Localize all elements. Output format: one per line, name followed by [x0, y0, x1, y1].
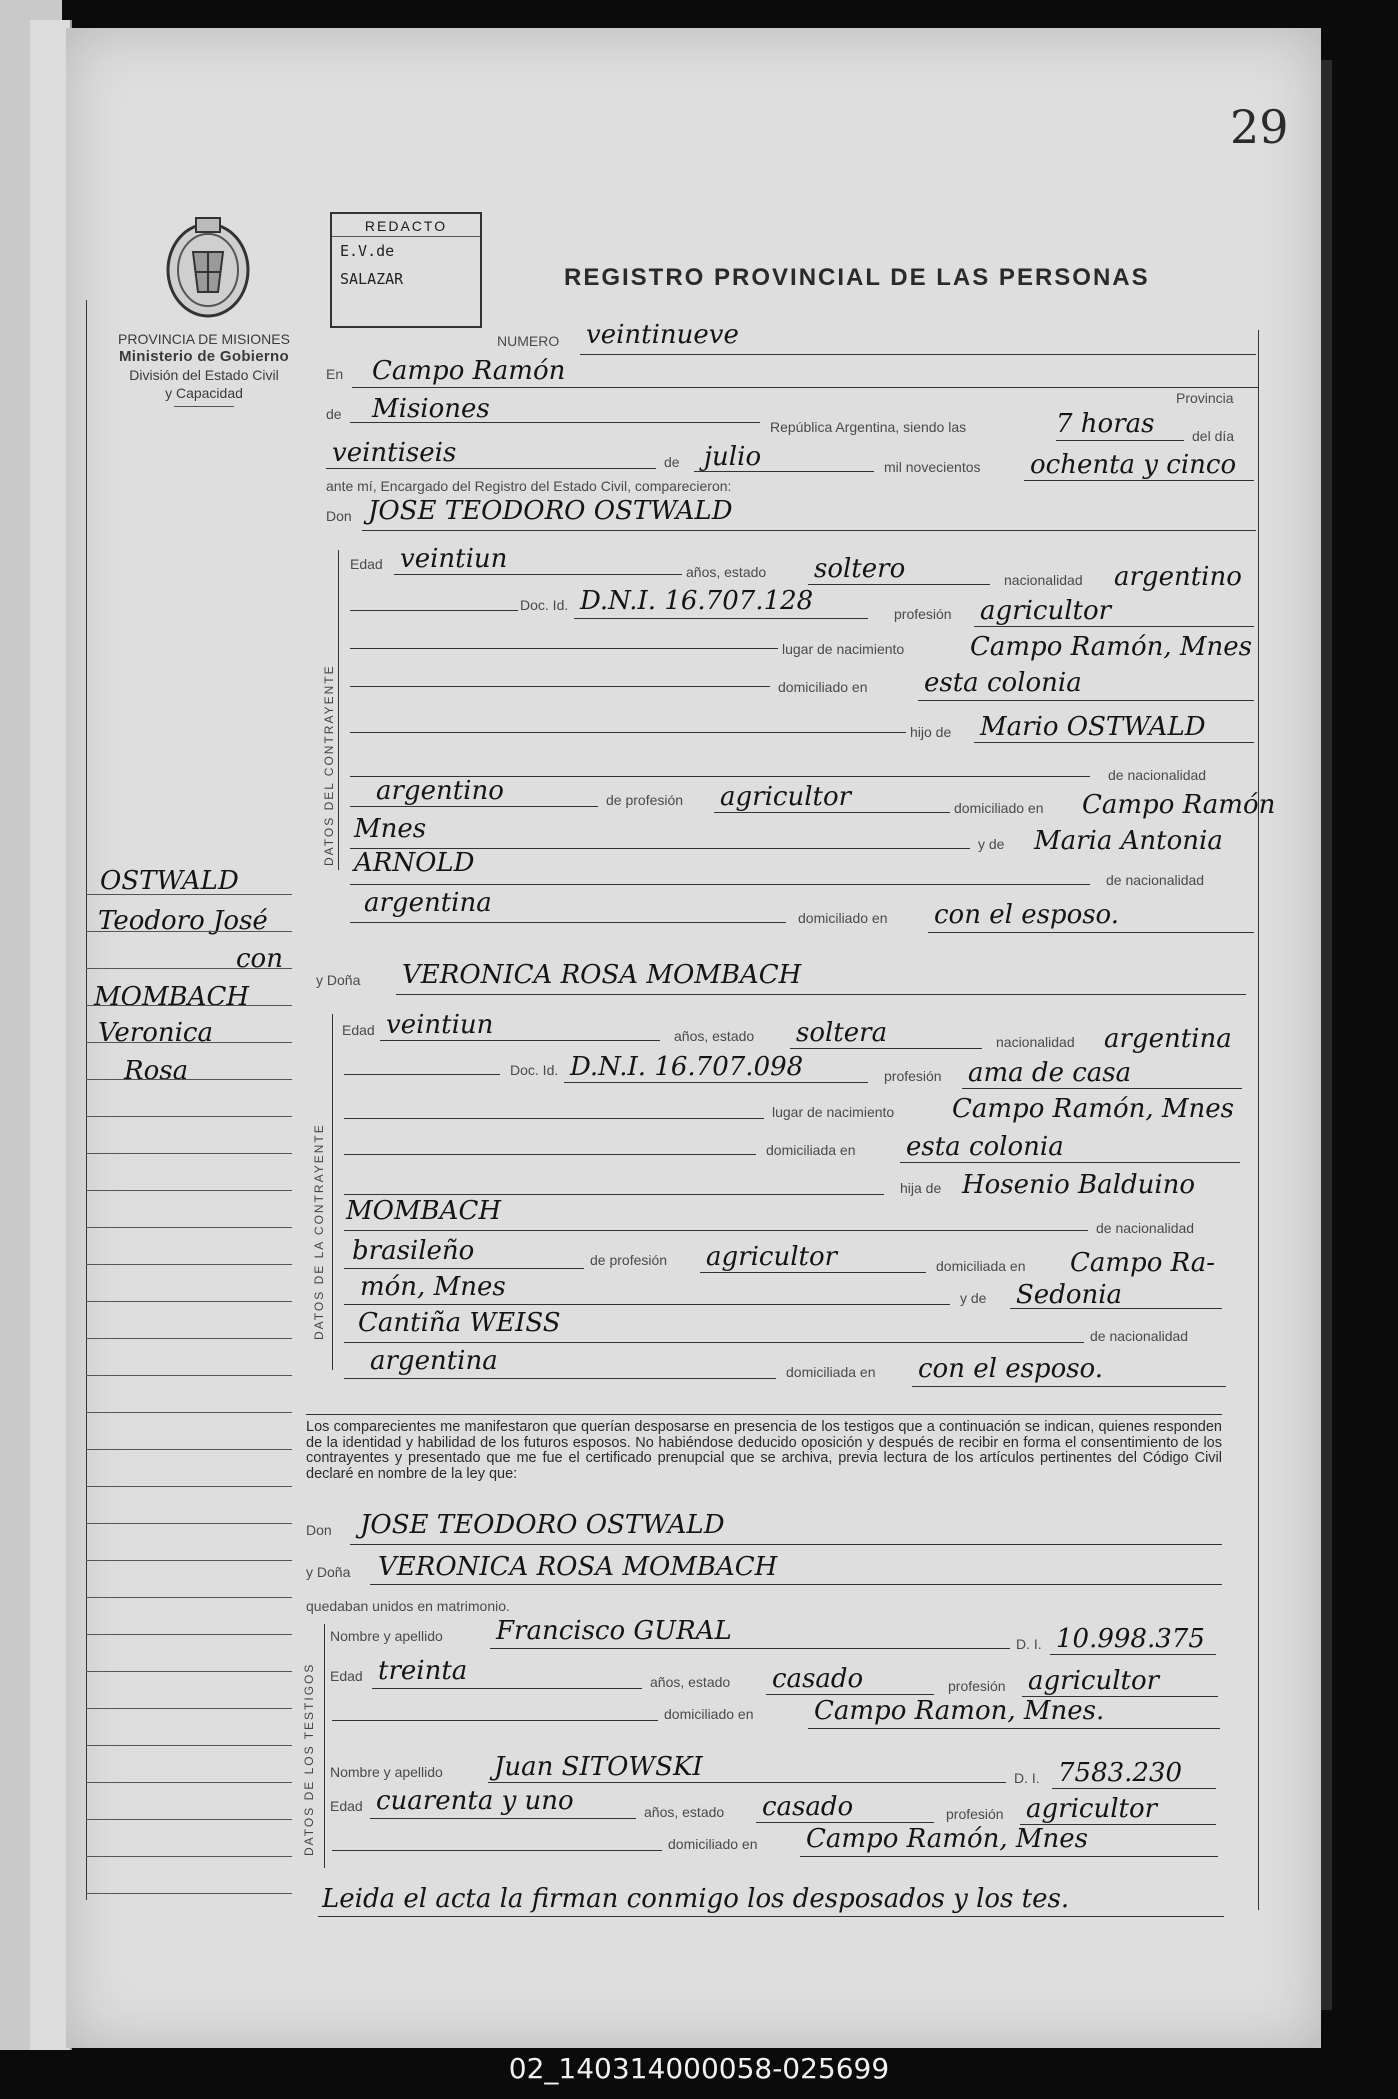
decl-dona-line [370, 1584, 1222, 1585]
groom-edad-label: Edad [350, 556, 383, 572]
provincia-value: Misiones [372, 394, 490, 424]
groom-nac-pre-line [350, 648, 778, 649]
bride-madre-cont: Cantiña WEISS [358, 1308, 561, 1338]
w1-nombre-line [490, 1648, 1010, 1649]
w1-edad: treinta [378, 1656, 468, 1686]
w2-estado-line [756, 1822, 934, 1823]
bride-dom-pre-line [344, 1154, 756, 1155]
bride-padre-nacionalidad: brasileño [352, 1236, 475, 1266]
groom-padre-domicilio-label: domiciliado en [954, 800, 1044, 816]
w2-edad-label: Edad [330, 1798, 363, 1814]
w2-profesion-label: profesión [946, 1806, 1004, 1822]
groom-profesion-line [974, 626, 1254, 627]
bride-madre-nacionalidad: argentina [370, 1346, 498, 1376]
hora-line [1056, 440, 1184, 441]
bride-padre-cont: MOMBACH [346, 1196, 502, 1226]
margin-rule-line [86, 1819, 292, 1820]
w2-nombre-line [488, 1782, 1006, 1783]
bride-doc-label: Doc. Id. [510, 1062, 559, 1078]
anio-value: ochenta y cinco [1030, 450, 1237, 480]
bride-madre-domicilio-line [912, 1386, 1226, 1387]
bride-lugar: Campo Ramón, Mnes [952, 1094, 1234, 1124]
margin-rule-line [86, 1449, 292, 1450]
ante-mi-label: ante mí, Encargado del Registro del Estado Civil, comparecieron: [326, 478, 732, 494]
margin-rule-line [86, 1745, 292, 1746]
w2-domicilio-label: domiciliado en [668, 1836, 758, 1852]
numero-line [580, 354, 1256, 355]
bride-estado-label: años, estado [674, 1028, 755, 1044]
quedaban-label: quedaban unidos en matrimonio. [306, 1598, 510, 1614]
declaration-text: Los comparecientes me manifestaron que querían desposarse en presencia de los testigos que a continuación se indican, quienes responden de la identidad y habilidad de los futuros esposos. No habiéndose deducido oposición y después de recibir en forma el consentimiento de los contrayentes y presentado que me fue el certificado prenupcial que se archiva, previa lectura de los artículos pertinentes del Código Civil declaré en nombre de la ley que: [306, 1419, 1222, 1482]
groom-hijo-pre-line [350, 732, 906, 733]
bride-padre-domicilio: Campo Ra- [1070, 1248, 1216, 1278]
don-label: Don [326, 508, 352, 524]
w1-domicilio: Campo Ramon, Mnes. [814, 1696, 1105, 1726]
w1-di: 10.998.375 [1056, 1624, 1205, 1654]
w2-edad: cuarenta y uno [376, 1786, 574, 1816]
groom-section-label: DATOS DEL CONTRAYENTE [322, 664, 336, 866]
margin-line-3: con [236, 944, 283, 974]
anio-line [1024, 480, 1254, 481]
bride-padre-domicilio-cont-line [344, 1304, 950, 1305]
margin-rule-line [86, 968, 292, 969]
groom-madre: Maria Antonia [1034, 826, 1223, 856]
w1-domicilio-label: domiciliado en [664, 1706, 754, 1722]
groom-madre-domicilio-line [928, 932, 1254, 933]
w2-di: 7583.230 [1058, 1758, 1183, 1788]
groom-lugar: Campo Ramón, Mnes [970, 632, 1252, 662]
bride-nacionalidad: argentina [1104, 1024, 1232, 1054]
bride-padre-cont-line [344, 1230, 1088, 1231]
margin-rule-line [86, 1264, 292, 1265]
groom-lugar-label: lugar de nacimiento [782, 641, 905, 657]
groom-nacionalidad-label: nacionalidad [1004, 572, 1083, 588]
groom-block-rule [338, 550, 339, 870]
margin-line-6: Rosa [124, 1056, 189, 1086]
margin-line-1: OSTWALD [100, 866, 239, 896]
bride-nac-pre-line [344, 1118, 764, 1119]
bride-y-de-label: y de [960, 1290, 987, 1306]
margin-rule-line [86, 1190, 292, 1191]
w2-profesion: agricultor [1026, 1794, 1158, 1824]
bride-domicilio-label: domiciliada en [766, 1142, 856, 1158]
bride-padre-domicilio-cont: món, Mnes [360, 1272, 506, 1302]
decl-don-value: JOSE TEODORO OSTWALD [360, 1510, 725, 1540]
bride-domicilio: esta colonia [906, 1132, 1064, 1162]
w2-domicilio: Campo Ramón, Mnes [806, 1824, 1088, 1854]
groom-padre-nac-label: de nacionalidad [1108, 767, 1207, 783]
margin-rule-line [86, 1153, 292, 1154]
mil-novecientos-label: mil novecientos [884, 459, 981, 475]
stamp-value-2: SALAZAR [340, 270, 404, 288]
bride-section-label: DATOS DE LA CONTRAYENTE [312, 1123, 326, 1340]
w1-edad-label: Edad [330, 1668, 363, 1684]
w1-estado-label: años, estado [650, 1674, 731, 1690]
redacto-stamp [330, 212, 482, 328]
w1-estado-line [766, 1694, 934, 1695]
mes-line [694, 471, 874, 472]
w1-edad-line [372, 1688, 642, 1689]
ministry-divider [174, 406, 234, 407]
margin-rule-line [86, 1301, 292, 1302]
groom-nacionalidad: argentino [1114, 562, 1242, 592]
bride-profesion-label: profesión [884, 1068, 942, 1084]
lugar-line [352, 387, 1258, 388]
bride-madre-cont-line [344, 1342, 1084, 1343]
groom-y-de-label: y de [978, 836, 1005, 852]
groom-edad: veintiun [400, 544, 508, 574]
margin-rule-line [86, 1856, 292, 1857]
margin-rule-line [86, 1079, 292, 1080]
dia-value: veintiseis [332, 438, 457, 468]
mes-value: julio [704, 442, 762, 472]
w1-dom-pre-line [332, 1720, 658, 1721]
margin-rule-line [86, 1708, 292, 1709]
groom-name: JOSE TEODORO OSTWALD [368, 496, 733, 526]
dia-line [326, 468, 656, 469]
de2-label: de [664, 454, 680, 470]
del-dia-label: del día [1192, 428, 1235, 444]
w1-di-label: D. I. [1016, 1636, 1042, 1652]
groom-doc-line [574, 618, 868, 619]
bride-madre-nacionalidad-line [344, 1378, 776, 1379]
hora-value: 7 horas [1056, 409, 1155, 439]
bride-padre-profesion-label: de profesión [590, 1252, 668, 1268]
groom-name-line [362, 530, 1256, 531]
declaration-top-rule [306, 1414, 1222, 1415]
bride-padre-profesion-line [700, 1272, 926, 1273]
bride-lugar-label: lugar de nacimiento [772, 1104, 895, 1120]
w1-nombre: Francisco GURAL [496, 1616, 732, 1646]
groom-profesion-label: profesión [894, 606, 952, 622]
w2-di-label: D. I. [1014, 1770, 1040, 1786]
margin-rule-line [86, 894, 292, 895]
y-dona-label: y Doña [316, 972, 361, 988]
groom-padre-profesion-label: de profesión [606, 792, 684, 808]
division-line: División del Estado Civil [129, 367, 279, 383]
margin-rule-line [86, 1116, 292, 1117]
w1-di-line [1050, 1654, 1216, 1655]
bride-estado: soltera [796, 1018, 888, 1048]
republica-label: República Argentina, siendo las [770, 419, 967, 435]
margin-rule-line [86, 1227, 292, 1228]
provincia-line [350, 422, 760, 423]
margin-line-2: Teodoro José [98, 906, 268, 936]
decl-dona-label: y Doña [306, 1564, 351, 1580]
closing-line: Leida el acta la firman conmigo los desposados y los tes. [322, 1884, 1070, 1914]
page-number: 29 [1230, 100, 1289, 154]
margin-line-5: Veronica [98, 1018, 213, 1048]
margin-rule-line [86, 1338, 292, 1339]
margin-rule-line [86, 1042, 292, 1043]
groom-padre-line [974, 742, 1254, 743]
groom-doc: D.N.I. 16.707.128 [580, 586, 814, 616]
stamp-title: REDACTO [332, 214, 480, 237]
image-filename: 02_140314000058-025699 [508, 2052, 890, 2085]
decl-don-label: Don [306, 1522, 332, 1538]
margin-rule-line [86, 1375, 292, 1376]
w2-nombre: Juan SITOWSKI [494, 1752, 703, 1782]
bride-padre-nac-label: de nacionalidad [1096, 1220, 1195, 1236]
w2-di-line [1052, 1788, 1216, 1789]
groom-domicilio-line [918, 700, 1254, 701]
w1-profesion: agricultor [1028, 1666, 1160, 1696]
bride-madre-nac-label: de nacionalidad [1090, 1328, 1189, 1344]
w1-domicilio-line [808, 1728, 1220, 1729]
bride-edad-label: Edad [342, 1022, 375, 1038]
bride-madre-domicilio-label: domiciliada en [786, 1364, 876, 1380]
bride-padre-domicilio-label: domiciliada en [936, 1258, 1026, 1274]
bride-estado-line [790, 1048, 982, 1049]
bride-profesion: ama de casa [968, 1058, 1132, 1088]
groom-madre-domicilio-label: domiciliado en [798, 910, 888, 926]
groom-madre-cont-line [350, 884, 1090, 885]
margin-rule [86, 300, 87, 1900]
margin-rule-line [86, 1412, 292, 1413]
margin-rule-line [86, 1597, 292, 1598]
margin-line-4: MOMBACH [94, 982, 250, 1012]
bride-padre-nacionalidad-line [344, 1268, 584, 1269]
numero-value: veintinueve [586, 320, 739, 350]
coat-of-arms-icon [158, 212, 258, 322]
margin-rule-line [86, 1634, 292, 1635]
margin-rule-line [86, 1671, 292, 1672]
w1-estado: casado [772, 1664, 864, 1694]
margin-rule-line [86, 1782, 292, 1783]
bride-domicilio-line [900, 1162, 1240, 1163]
bride-madre-line [1010, 1308, 1222, 1309]
margin-rule-line [86, 1893, 292, 1894]
stamp-value-1: E.V.de [340, 242, 395, 260]
numero-label: NUMERO [497, 333, 560, 349]
bride-name: VERONICA ROSA MOMBACH [402, 960, 802, 990]
groom-estado-label: años, estado [686, 564, 767, 580]
groom-doc-label: Doc. Id. [520, 597, 569, 613]
w2-estado: casado [762, 1792, 854, 1822]
provincia-label: Provincia [1176, 390, 1234, 406]
bride-profesion-line [962, 1088, 1242, 1089]
bride-hija-pre-line [344, 1194, 884, 1195]
closing-rule [318, 1916, 1224, 1917]
groom-domicilio: esta colonia [924, 668, 1082, 698]
groom-doc-pre-line [350, 610, 518, 611]
groom-edad-line [394, 574, 682, 575]
groom-madre-nacionalidad-line [350, 922, 786, 923]
ministry-header [88, 330, 320, 407]
lugar-value: Campo Ramón [372, 356, 566, 386]
bride-name-line [396, 994, 1246, 995]
witness-block-rule [324, 1624, 325, 1868]
w2-estado-label: años, estado [644, 1804, 725, 1820]
document-title: REGISTRO PROVINCIAL DE LAS PERSONAS [564, 264, 1150, 291]
bride-nacionalidad-label: nacionalidad [996, 1034, 1075, 1050]
margin-rule-line [86, 1005, 292, 1006]
margin-rule-line [86, 931, 292, 932]
bride-hija-label: hija de [900, 1180, 942, 1196]
province-line: PROVINCIA DE MISIONES [118, 331, 290, 347]
margin-rule-line [86, 1486, 292, 1487]
bride-doc: D.N.I. 16.707.098 [570, 1052, 804, 1082]
groom-padre-nacionalidad: argentino [376, 776, 504, 806]
groom-padre-profesion: agricultor [720, 782, 852, 812]
groom-padre-profesion-line [714, 812, 950, 813]
bride-doc-line [564, 1082, 868, 1083]
bride-madre: Sedonia [1016, 1280, 1123, 1310]
bride-padre-profesion: agricultor [706, 1242, 838, 1272]
w2-dom-pre-line [332, 1850, 662, 1851]
capacity-line: y Capacidad [165, 385, 243, 401]
w1-nombre-label: Nombre y apellido [330, 1628, 443, 1644]
w2-domicilio-line [800, 1856, 1218, 1857]
w1-profesion-label: profesión [948, 1678, 1006, 1694]
w2-edad-line [370, 1818, 636, 1819]
groom-madre-cont: ARNOLD [354, 848, 475, 878]
groom-madre-nacionalidad: argentina [364, 888, 492, 918]
de-label: de [326, 406, 342, 422]
groom-padre-nacionalidad-line [350, 806, 598, 807]
decl-dona-value: VERONICA ROSA MOMBACH [378, 1552, 778, 1582]
groom-padre: Mario OSTWALD [980, 712, 1206, 742]
groom-domicilio-label: domiciliado en [778, 679, 868, 695]
bride-block-rule [332, 1014, 333, 1370]
groom-madre-domicilio: con el esposo. [934, 900, 1120, 930]
decl-don-line [350, 1544, 1222, 1545]
groom-hijo-label: hijo de [910, 724, 952, 740]
groom-estado-line [808, 584, 990, 585]
bride-edad: veintiun [386, 1010, 494, 1040]
bride-padre: Hosenio Balduino [962, 1170, 1196, 1200]
bride-madre-domicilio: con el esposo. [918, 1354, 1104, 1384]
en-label: En [326, 366, 344, 382]
margin-rule-line [86, 1560, 292, 1561]
bride-doc-pre-line [344, 1074, 500, 1075]
groom-madre-nac-label: de nacionalidad [1106, 872, 1205, 888]
witness-section-label: DATOS DE LOS TESTIGOS [302, 1662, 316, 1856]
right-border [1258, 330, 1259, 1910]
bride-edad-line [380, 1040, 660, 1041]
groom-dom-pre-line [350, 686, 770, 687]
w2-nombre-label: Nombre y apellido [330, 1764, 443, 1780]
margin-rule-line [86, 1523, 292, 1524]
groom-padre-domicilio-cont: Mnes [354, 814, 427, 844]
groom-estado: soltero [814, 554, 906, 584]
groom-padre-domicilio: Campo Ramón [1082, 790, 1276, 820]
ministry-line: Ministerio de Gobierno [119, 348, 289, 365]
groom-profesion: agricultor [980, 596, 1112, 626]
